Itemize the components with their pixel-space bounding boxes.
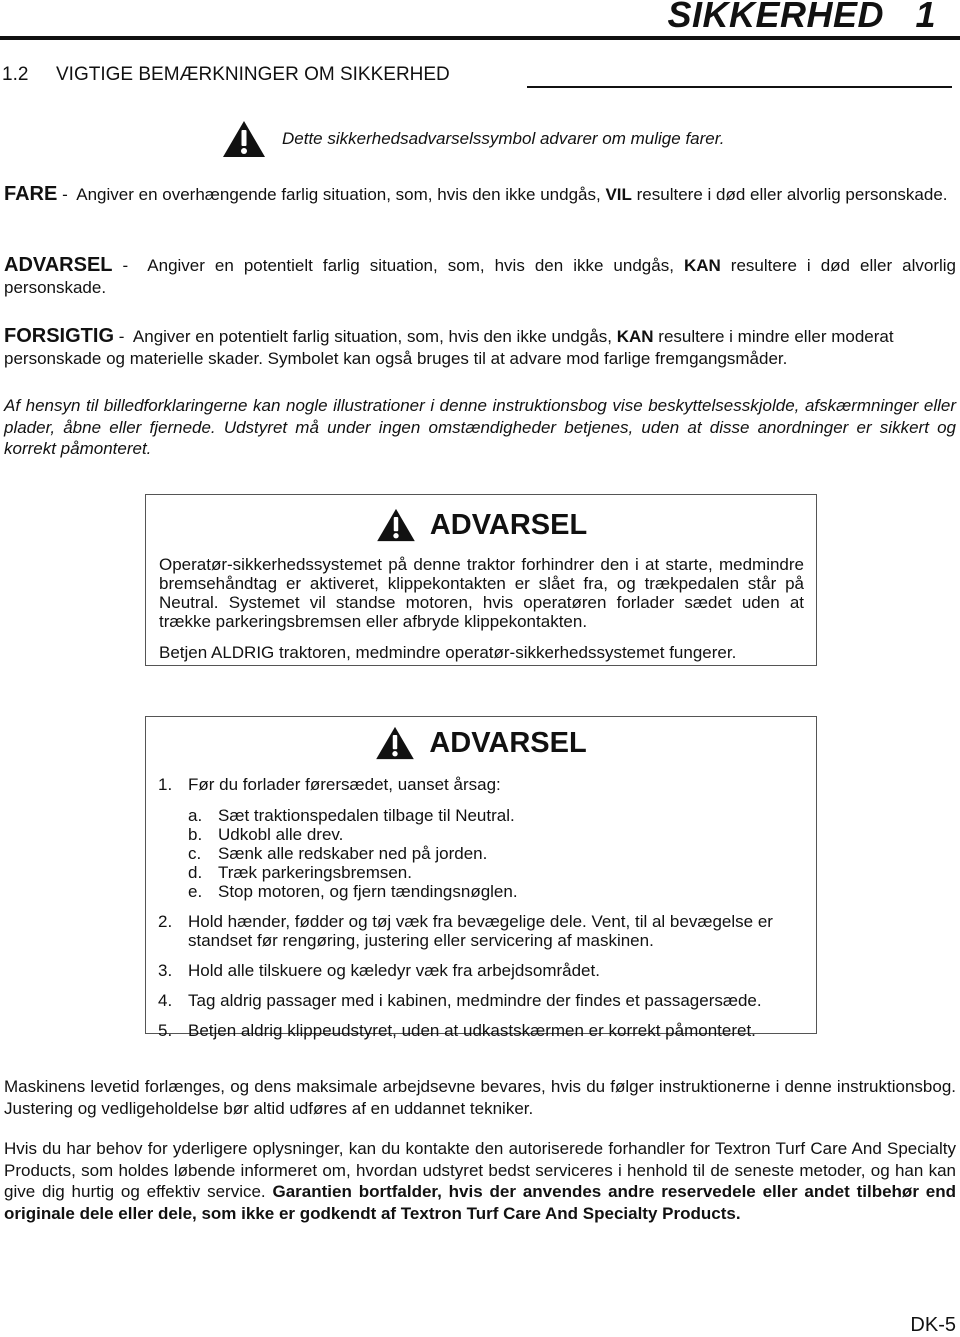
illustration-note [4, 395, 956, 460]
fare-text-post: resultere i død eller alvorlig personskade. [631, 185, 948, 204]
machine-lifetime-paragraph: Maskinens levetid forlænges, og dens maksimale arbejdsevne bevares, hvis du følger instruktionerne i denne instruktionsbog. Justering og vedligeholdelse bør altid udføres af en uddannet tekniker. [4, 1077, 956, 1118]
section-heading [2, 64, 450, 86]
list-item-number: 1. [158, 775, 173, 794]
advarsel-definition [4, 255, 956, 298]
warning-triangle-icon [375, 726, 415, 760]
illustration-note-b: Udstyret må under ingen omstændigheder betjenes, uden at disse anordninger er sikkert og korrekt påmonteret. [4, 417, 956, 458]
fare-text-bold: VIL [605, 185, 632, 204]
list-item-text: Hold hænder, fødder og tøj væk fra bevægelige dele. Vent, til al bevægelse er standset før rengøring, justering eller servicering af maskinen. [188, 912, 773, 950]
sub-list-letter: d. [188, 863, 203, 882]
list-item [158, 775, 804, 794]
list-item-number: 4. [158, 991, 173, 1010]
operator-system-text-b: Systemet vil standse motoren, hvis operatøren forlader sædet uden at trække parkeringsbremsen eller afbryde klippekontakten. [159, 593, 804, 631]
forsigtig-text-bold: KAN [616, 327, 654, 346]
forsigtig-text-post: resultere i mindre eller moderat personskade og materielle skader. Symbolet kan også bruges til at advare mod farlige fremgangsmåder. [4, 327, 894, 368]
list-item [158, 912, 804, 950]
warning-box-paragraph [159, 555, 804, 631]
chapter-title: SIKKERHED 1 [667, 0, 936, 35]
sub-list-text: Udkobl alle drev. [218, 825, 344, 844]
advarsel-term: ADVARSEL [4, 254, 113, 276]
warning-box-before-leaving [145, 716, 817, 1040]
section-underline [527, 86, 952, 88]
list-item-number: 3. [158, 961, 173, 980]
sub-list-letter: e. [188, 882, 203, 901]
sub-list-text: Stop motoren, og fjern tændingsnøglen. [218, 882, 518, 901]
forsigtig-definition [4, 326, 956, 369]
warning-box-title [158, 725, 804, 761]
list-item [158, 1021, 804, 1040]
warning-box-never-operate: Betjen ALDRIG traktoren, medmindre operatør-sikkerhedssystemet fungerer. [159, 643, 737, 662]
fare-text-pre: Angiver en overhængende farlig situation, som, hvis den ikke undgås, [76, 185, 606, 204]
illustration-note-a: Af hensyn til billedforklaringerne kan nogle illustrationer i denne instruktionsbog vise beskyttelsesskjolde, afskærmninger eller plader, åbne eller fjernede. [4, 396, 956, 437]
warning-box-title-text: ADVARSEL [429, 508, 588, 541]
list-item-text: Betjen aldrig klippeudstyret, uden at udkastskærmen er korrekt påmonteret. [188, 1021, 756, 1040]
sub-list-letter: c. [188, 844, 202, 863]
sub-list-letter: a. [188, 806, 203, 825]
sub-list [158, 806, 804, 901]
sub-list-text: Sæt traktionspedalen tilbage til Neutral. [218, 806, 515, 825]
sub-list-item [188, 863, 804, 882]
sub-list-letter: b. [188, 825, 203, 844]
header-rule [0, 36, 960, 40]
section-title: VIGTIGE BEMÆRKNINGER OM SIKKERHED [56, 64, 450, 85]
warning-box-operator-system [145, 494, 817, 666]
list-item-text: Hold alle tilskuere og kæledyr væk fra arbejdsområdet. [188, 961, 600, 980]
list-item-number: 5. [158, 1021, 173, 1040]
section-number: 1.2 [2, 64, 29, 85]
warning-box-title-text: ADVARSEL [429, 726, 587, 759]
forsigtig-term: FORSIGTIG [4, 325, 114, 347]
sub-list-item [188, 806, 804, 825]
fare-definition [4, 184, 956, 206]
advarsel-text-bold: KAN [683, 256, 721, 275]
sub-list-item [188, 825, 804, 844]
fare-term: FARE [4, 183, 58, 205]
dealer-contact-paragraph [4, 1138, 956, 1224]
page-number: DK-5 [910, 1314, 956, 1336]
advarsel-dash: - [112, 256, 139, 275]
intro-text: Dette sikkerhedsadvarselssymbol advarer om mulige farer. [282, 129, 725, 148]
sub-list-item [188, 882, 804, 901]
warning-triangle-icon [222, 120, 266, 158]
warning-triangle-icon [376, 508, 416, 542]
safety-symbol-intro [222, 120, 725, 158]
sub-list-text: Sænk alle redskaber ned på jorden. [218, 844, 488, 863]
forsigtig-dash: - [114, 327, 130, 346]
list-item-text: Før du forlader førersædet, uanset årsag: [188, 775, 501, 794]
forsigtig-text-pre: Angiver en potentielt farlig situation, som, hvis den ikke undgås, [132, 327, 617, 346]
advarsel-text-pre: Angiver en potentielt farlig situation, som, hvis den ikke undgås, [147, 256, 684, 275]
list-item-text: Tag aldrig passager med i kabinen, medmindre der findes et passagersæde. [188, 991, 762, 1010]
dealer-contact-text: Hvis du har behov for yderligere oplysninger, kan du kontakte den autoriserede forhandler for Textron Turf Care And Specialty Products, som holdes løbende informeret om, hvordan udstyret bedst serviceres i henhold til de seneste metoder, og han kan give dig hurtig og effektiv service. [4, 1139, 956, 1201]
list-item-number: 2. [158, 912, 173, 931]
list-item [158, 991, 804, 1010]
warranty-notice: Garantien bortfalder, hvis der anvendes andre reservedele eller andet tilbehør end originale dele eller dele, som ikke er godkendt af Textron Turf Care And Specialty Products. [4, 1182, 956, 1223]
sub-list-item [188, 844, 804, 863]
sub-list-text: Træk parkeringsbremsen. [218, 863, 412, 882]
warning-box-title [159, 507, 804, 543]
advarsel-text-post: resultere i død eller alvorlig personskade. [4, 256, 956, 297]
fare-dash: - [57, 185, 73, 204]
list-item [158, 961, 804, 980]
operator-system-text: Operatør-sikkerhedssystemet på denne traktor forhindrer den i at starte, medmindre bremsehåndtag er aktiveret, klippekontakten er slået fra, og trækpedalen står på Neutral. [159, 555, 804, 612]
